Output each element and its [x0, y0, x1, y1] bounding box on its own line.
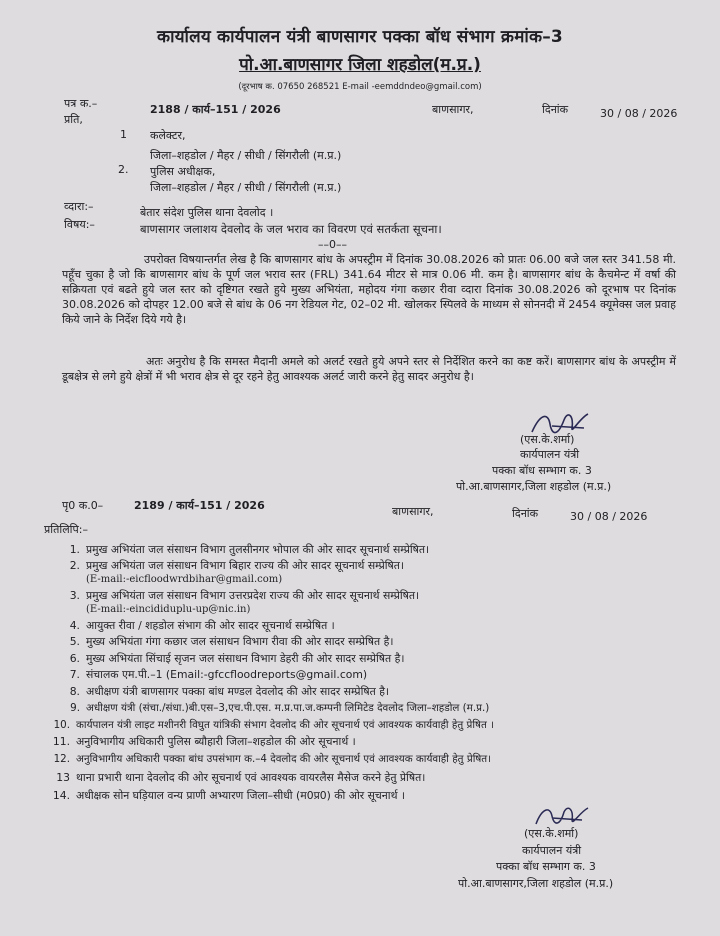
recipient-district: जिला–शहडोल / मैहर / सीधी / सिंगरौली (म.प्र.): [150, 181, 342, 194]
copy-list-text: कार्यपालन यंत्री लाइट मशीनरी विघुत यांत्रिकी संभाग देवलोद की ओर सूचनार्थ एवं आवश्यक कार्यवाही हेतु प्रेषित ।: [76, 719, 495, 731]
office-contact: (दूरभाष क. 07650 268521 E-mail -eemddndeo@gmail.com): [238, 82, 482, 92]
letter-ref-label: पत्र क.–: [64, 97, 98, 110]
letter-place: बाणसागर,: [432, 103, 474, 116]
copy-list-number: 14.: [52, 789, 70, 802]
copy-list-number: 13: [56, 771, 70, 784]
recipient-number: 1: [120, 128, 127, 141]
letter-ref-number: 2188 / कार्य–151 / 2026: [150, 103, 281, 116]
recipient-title: पुलिस अधीक्षक,: [150, 165, 216, 178]
copy-list-item: [48, 718, 494, 732]
copy-list-number: 4.: [69, 619, 80, 632]
copy-list-item: [58, 651, 404, 666]
copy-list-text: अधीक्षण यंत्री (संचा./संधा.)बी.एस–3,एच.पी.एस. म.प्र.पा.ज.कम्पनी लिमिटेड देवलोद जिला–शहडोल (म.प्र.): [86, 702, 490, 714]
copy-list-item: [48, 752, 491, 766]
copy-list-item: [58, 542, 429, 557]
copy-list-number: 10.: [53, 719, 70, 731]
copy-list-text: प्रमुख अभियंता जल संसाधन विभाग तुलसीनगर भोपाल की ओर सादर सूचनार्थ सम्प्रेषित।: [86, 543, 430, 556]
copy-list-item: [58, 558, 404, 573]
copy-list-item: [58, 634, 393, 649]
copy-list-text: थाना प्रभारी थाना देवलोद की ओर सूचनार्थ एवं आवश्यक वायरलैस मैसेज करने हेतु प्रेषित।: [76, 771, 426, 784]
copy-list-number: 9.: [70, 702, 80, 714]
copy-list-text: प्रमुख अभियंता जल संसाधन विभाग उत्तरप्रदेश राज्य की ओर सादर सूचनार्थ सम्प्रेषित।: [86, 589, 420, 602]
office-heading: कार्यालय कार्यपालन यंत्री बाणसागर पक्का बॉध संभाग क्रमांक–3: [157, 27, 563, 47]
copy-list-number: 11.: [52, 735, 70, 748]
signatory-name: (एस.के.शर्मा): [520, 433, 575, 446]
copy-list-number: 12.: [53, 753, 70, 765]
copy-list-item: [58, 667, 367, 682]
body-paragraph-1: उपरोक्त विषयान्तर्गत लेख है कि बाणसागर बांध के अपस्ट्रीम में दिनांक 30.08.2026 को प्रातः 06.00 बजे जल स्तर 341.58 मी. पहूँच चुका है जो कि बाणसागर बांध के पूर्ण जल भराव स्तर (FRL) 341.64 मीटर से मात्र 0.06 मी. कम है। बाणसागर बांध के कैचमेन्ट में वर्षा की सक्रियता एवं बढते हुये जल स्तर को दृष्टिगत रखते हुये मुख्य अभियंता, महोदय गंगा कछार रीवा व्दारा दिनांक 30.08.2026 को दूरभाष पर दिनांक 30.08.2026 को दोपहर 12.00 बजे से बांध के 06 नग रेडियल गेट, 02–02 मी. खोलकर स्पिलवे के माध्यम से सोननदी में 2454 क्यूमेक्स जल प्रवाह किये जाने के निर्देश दिये गये है।: [62, 253, 676, 326]
via-text: बेतार संदेश पुलिस थाना देवलोद ।: [140, 206, 274, 219]
signatory-designation: कार्यपालन यंत्री: [520, 448, 580, 461]
copy-list-number: 7.: [69, 668, 80, 681]
copy-list-text: अधीक्षक सोन घड़ियाल वन्य प्राणी अभ्यारण जिला–सीधी (म0प्र0) की ओर सूचनार्थ ।: [76, 789, 406, 802]
copy-ref-number: 2189 / कार्य–151 / 2026: [134, 499, 265, 512]
copy-list-text: संचालक एम.पी.–1 (Email:-gfccfloodreports@gmail.com): [86, 668, 368, 681]
copy-label: प्रतिलिपि:–: [44, 523, 88, 536]
copy-list-text: मुख्य अभियंता सिंचाई सृजन जल संसाधन विभाग डेहरी की ओर सादर सम्प्रेषित है।: [86, 652, 405, 665]
copy-list-item: [58, 618, 335, 633]
copy-list-number: 6.: [69, 652, 80, 665]
signatory-name: (एस.के.शर्मा): [524, 827, 579, 840]
copy-list-text: अनुविभागीय अधिकारी पुलिस ब्यौहारी जिला–शहडोल की ओर सूचनार्थ ।: [76, 735, 356, 748]
copy-list-item: [58, 684, 389, 699]
signatory-address: पो.आ.बाणसागर,जिला शहडोल (म.प्र.): [458, 877, 614, 890]
copy-list-item: [48, 770, 425, 785]
signatory-address: पो.आ.बाणसागर,जिला शहडोल (म.प्र.): [456, 480, 612, 493]
copy-list-number: 5.: [69, 635, 80, 648]
copy-list-item: [48, 788, 405, 803]
copy-list-number: 1.: [69, 543, 80, 556]
copy-list-text: अधीक्षण यंत्री बाणसागर पक्का बांध मण्डल देवलोद की ओर सादर सम्प्रेषित है।: [86, 685, 390, 698]
subject-separator: ––0––: [318, 238, 347, 251]
copy-list-email: (E-mail:-eincididuplu-up@nic.in): [86, 604, 251, 615]
letter-date-value: 30 / 08 / 2026: [600, 107, 678, 120]
copy-list-item: [58, 588, 419, 603]
copy-list-number: 2.: [69, 559, 80, 572]
recipient-title: कलेक्टर,: [150, 129, 186, 142]
office-address: पो.आ.बाणसागर जिला शहडोल(म.प्र.): [239, 55, 481, 75]
via-label: व्दारा:–: [64, 200, 94, 213]
signatory-designation: कार्यपालन यंत्री: [522, 844, 582, 857]
signatory-office: पक्का बॉध सम्भाग क. 3: [496, 860, 596, 873]
copy-list-item: [58, 701, 489, 715]
body-paragraph-2: अतः अनुरोध है कि समस्त मैदानी अमले को अलर्ट रखते हुये अपने स्तर से निर्देशित करने का कष्ट करें। बाणसागर बांध के अपस्ट्रीम में डूबक्षेत्र से लगे हुये क्षेत्रों में भी भराव क्षेत्र से दूर रहने हेतु आवश्यक अलर्ट जारी करने हेतु सादर अनुरोध है।: [62, 355, 676, 383]
copy-list-number: 3.: [69, 589, 80, 602]
recipient-number: 2.: [118, 163, 129, 176]
signatory-office: पक्का बॉध सम्भाग क. 3: [492, 464, 592, 477]
recipient-district: जिला–शहडोल / मैहर / सीधी / सिंगरौली (म.प्र.): [150, 149, 342, 162]
subject-label: विषय:–: [64, 218, 95, 231]
copy-list-text: अनुविभागीय अधिकारी पक्का बांध उपसंभाग क.–4 देवलोद की ओर सूचनार्थ एवं आवश्यक कार्यवाही हेतु प्रेषित।: [76, 753, 492, 765]
copy-date-label: दिनांक: [512, 507, 539, 520]
copy-list-text: आयुक्त रीवा / शहडोल संभाग की ओर सादर सूचनार्थ सम्प्रेषित ।: [86, 619, 335, 632]
copy-place: बाणसागर,: [392, 505, 434, 518]
copy-list-text: प्रमुख अभियंता जल संसाधन विभाग बिहार राज्य की ओर सादर सूचनार्थ सम्प्रेषित।: [86, 559, 405, 572]
copy-list-item: [48, 734, 356, 749]
subject-text: बाणसागर जलाशय देवलोद के जल भराव का विवरण एवं सतर्कता सूचना।: [140, 222, 442, 236]
copy-date-value: 30 / 08 / 2026: [570, 510, 648, 523]
copy-list-number: 8.: [69, 685, 80, 698]
copy-list-text: मुख्य अभियंता गंगा कछार जल संसाधन विभाग रीवा की ओर सादर सम्प्रेषित है।: [86, 635, 394, 648]
copy-ref-label: पृ0 क.0–: [62, 499, 104, 512]
letter-to-label: प्रति,: [64, 113, 83, 126]
copy-list-email: (E-mail:-eicfloodwrdbihar@gmail.com): [86, 574, 283, 585]
letter-date-label: दिनांक: [542, 103, 569, 116]
